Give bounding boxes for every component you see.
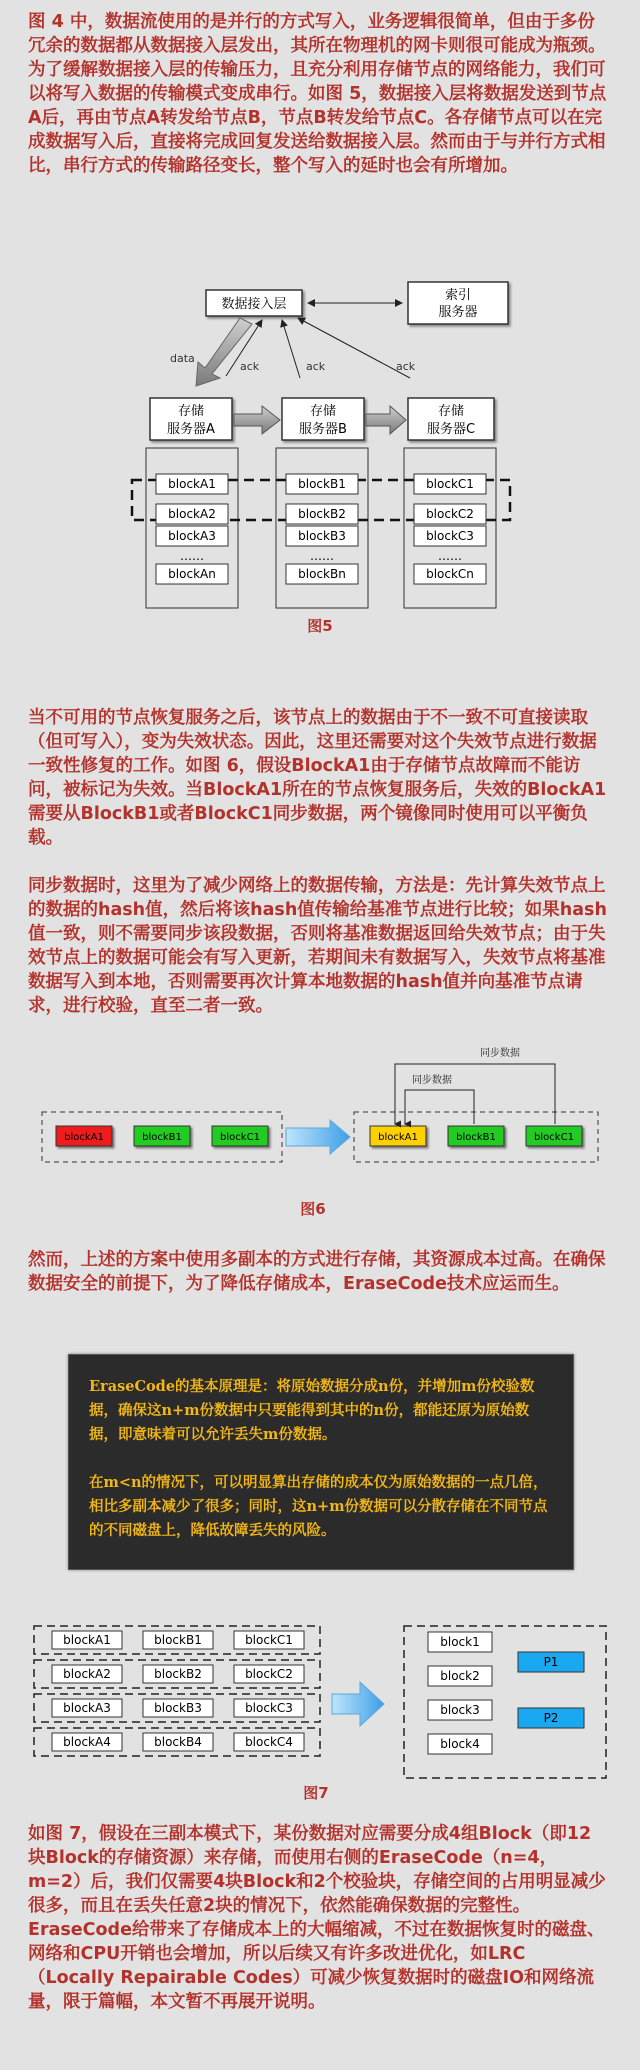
figure-7-caption: 图7 <box>303 1784 329 1802</box>
fig5-block-0-3 <box>180 549 204 563</box>
fig7-block-label: blockA3 <box>63 1701 111 1715</box>
fig7-block-label: blockB3 <box>154 1701 202 1715</box>
conversion-arrow <box>332 1682 384 1726</box>
fig5-block-2-2 <box>414 526 486 546</box>
fig6-right-block-0 <box>370 1126 426 1146</box>
fig6-right-block-1 <box>448 1126 504 1146</box>
fig6-block-label: blockB1 <box>142 1132 182 1143</box>
fig5-block-label: …… <box>180 549 204 563</box>
fig5-block-1-2 <box>286 526 358 546</box>
fig5-block-1-4 <box>286 564 358 584</box>
server-b-label-2: 服务器B <box>299 422 347 437</box>
fig7-replica-row-2 <box>34 1694 320 1722</box>
transition-arrow <box>286 1120 350 1154</box>
fig7-parity-block-1 <box>518 1708 584 1728</box>
ack-label-1: ack <box>240 360 260 373</box>
fig5-block-label: blockB2 <box>298 507 346 521</box>
server-b-label-1: 存储 <box>309 404 337 419</box>
fig5-block-label: blockA1 <box>168 477 216 491</box>
data-label: data <box>170 352 195 365</box>
fig7-data-block-3 <box>428 1734 492 1754</box>
fig7-block-label: blockC1 <box>245 1633 293 1647</box>
fig7-data-block-1 <box>428 1666 492 1686</box>
fig5-block-1-1 <box>286 504 358 524</box>
fig6-block-label: blockA1 <box>378 1132 418 1143</box>
fig5-block-2-4 <box>414 564 486 584</box>
erasecode-principle-text-1: EraseCode的基本原理是：将原始数据分成n份，并增加m份校验数据，确保这n+m份数据中只要能得到其中的n份，都能还原为原始数据，即意味着可以允许丢失m份数据。 <box>89 1378 535 1443</box>
fig7-replica-row-1 <box>34 1660 320 1688</box>
fig7-block-label: blockA4 <box>63 1735 111 1749</box>
fig7-block-label: blockB1 <box>154 1633 202 1647</box>
fig5-block-label: blockAn <box>168 567 216 581</box>
figure-6-caption: 图6 <box>300 1200 326 1218</box>
fig7-replica-row-0 <box>34 1626 320 1654</box>
recovery-paragraph: 当不可用的节点恢复服务之后，该节点上的数据由于不一致不可直接读取（但可写入），变为失效状态。因此，这里还需要对这个失效节点进行数据一致性修复的工作。如图 6，假设BlockA1由于存储节点故障而不能访问，被标记为失效。当BlockA1所在的节点恢复服务后，失效的BlockA1需要从BlockB1或者BlockC1同步数据，两个镜像同时使用可以平衡负载。 <box>28 708 607 848</box>
sync-paragraph: 同步数据时，这里为了减少网络上的数据传输，方法是：先计算失效节点上的数据的hash值，然后将该hash值传输给基准节点进行比较；如果hash值一致，则不需要同步该段数据，否则将基准数据返回给失效节点；由于失效节点上的数据可能会有写入更新，若期间未有数据写入，失效节点将基准数据写入到本地，否则需要再次计算本地数据的hash值并向基准节点请求，进行校验，直至二者一致。 <box>28 876 607 1016</box>
fig5-block-0-2 <box>156 526 228 546</box>
fig6-block-label: blockA1 <box>64 1132 104 1143</box>
fig6-right-block-2 <box>526 1126 582 1146</box>
erasecode-principle-box <box>68 1354 574 1570</box>
figure-5-serial-write-diagram <box>0 270 640 640</box>
sync-label-inner: 同步数据 <box>412 1075 452 1086</box>
fig5-block-1-0 <box>286 474 358 494</box>
fig6-block-label: blockC1 <box>534 1132 574 1143</box>
fig7-block-label: blockB4 <box>154 1735 202 1749</box>
fig6-block-label: blockB1 <box>456 1132 496 1143</box>
fig5-block-label: …… <box>310 549 334 563</box>
fig7-parity-block-0 <box>518 1652 584 1672</box>
erasecode-intro-paragraph: 然而，上述的方案中使用多副本的方式进行存储，其资源成本过高。在确保数据安全的前提下，为了降低存储成本，EraseCode技术应运而生。 <box>28 1250 606 1294</box>
fig5-block-1-3 <box>310 549 334 563</box>
fig7-block-label: block2 <box>440 1669 480 1683</box>
server-c-label-2: 服务器C <box>426 422 476 437</box>
fig5-block-label: blockC1 <box>426 477 474 491</box>
figure-5-caption: 图5 <box>307 617 333 635</box>
fig5-block-label: blockB1 <box>298 477 346 491</box>
fig5-block-2-1 <box>414 504 486 524</box>
fig5-block-2-3 <box>438 549 462 563</box>
fig5-block-0-4 <box>156 564 228 584</box>
fig7-parity-label: P2 <box>543 1711 559 1725</box>
figure-7-erasecode-diagram <box>0 1612 640 1812</box>
fig7-block-label: blockA1 <box>63 1633 111 1647</box>
fig7-data-block-0 <box>428 1632 492 1652</box>
fig5-block-label: blockB3 <box>298 529 346 543</box>
fig5-block-label: blockC3 <box>426 529 474 543</box>
ack-label-2: ack <box>306 360 326 373</box>
fig6-left-block-1 <box>134 1126 190 1146</box>
ack-label-3: ack <box>396 360 416 373</box>
fig5-block-label: …… <box>438 549 462 563</box>
index-server-label-1: 索引 <box>444 288 472 303</box>
sync-label-outer: 同步数据 <box>480 1048 520 1059</box>
index-server-label-2: 服务器 <box>438 305 478 320</box>
fig5-block-0-0 <box>156 474 228 494</box>
access-layer-label: 数据接入层 <box>221 297 287 312</box>
server-a-label-2: 服务器A <box>167 422 215 437</box>
fig6-left-block-0 <box>56 1126 112 1146</box>
server-c-label-1: 存储 <box>437 404 465 419</box>
fig7-block-label: blockA2 <box>63 1667 111 1681</box>
fig5-block-0-1 <box>156 504 228 524</box>
fig7-data-block-2 <box>428 1700 492 1720</box>
fig5-block-label: blockC2 <box>426 507 474 521</box>
fig6-left-block-2 <box>212 1126 268 1146</box>
fig7-block-label: block3 <box>440 1703 480 1717</box>
storage-server-a <box>150 398 232 440</box>
fig5-block-label: blockBn <box>298 567 346 581</box>
fig6-block-label: blockC1 <box>220 1132 260 1143</box>
fig5-block-label: blockA3 <box>168 529 216 543</box>
fig7-block-label: blockC3 <box>245 1701 293 1715</box>
erasecode-principle-text-2: 在m<n的情况下，可以明显算出存储的成本仅为原始数据的一点几倍，相比多副本减少了很多；同时，这n+m份数据可以分散存储在不同节点的不同磁盘上，降低故障丢失的风险。 <box>89 1474 548 1539</box>
fig7-parity-label: P1 <box>543 1655 559 1669</box>
figure-6-sync-diagram <box>0 1040 640 1230</box>
server-a-label-1: 存储 <box>177 404 205 419</box>
fig7-block-label: block4 <box>440 1737 480 1751</box>
fig7-block-label: blockB2 <box>154 1667 202 1681</box>
fig7-replica-row-3 <box>34 1728 320 1756</box>
intro-paragraph: 图 4 中，数据流使用的是并行的方式写入，业务逻辑很简单，但由于多份冗余的数据都从数据接入层发出，其所在物理机的网卡则很可能成为瓶颈。为了缓解数据接入层的传输压力，且充分利用存储节点的网络能力，我们可以将写入数据的传输模式变成串行。如图 5，数据接入层将数据发送到节点A后，再由节点A转发给节点B，节点B转发给节点C。各存储节点可以在完成数据写入后，直接将完成回复发送给数据接入层。然而由于与并行方式相比，串行方式的传输路径变长，整个写入的延时也会有所增加。 <box>28 12 607 176</box>
fig7-block-label: blockC4 <box>245 1735 293 1749</box>
fig7-block-label: block1 <box>440 1635 480 1649</box>
fig5-block-label: blockCn <box>426 567 474 581</box>
fig7-block-label: blockC2 <box>245 1667 293 1681</box>
storage-server-b <box>282 398 364 440</box>
storage-server-c <box>408 398 494 440</box>
erasecode-detail-paragraph: 如图 7，假设在三副本模式下，某份数据对应需要分成4组Block（即12块Block的存储资源）来存储，而使用右侧的EraseCode（n=4，m=2）后，我们仅需要4块Block和2个校验块，存储空间的占用明显减少很多，而且在丢失任意2块的情况下，依然能确保数据的完整性。EraseCode给带来了存储成本上的大幅缩减，不过在数据恢复时的磁盘、网络和CPU开销也会增加，所以后续又有许多改进优化，如LRC（Locally Repairable Codes）可减少恢复数据时的磁盘IO和网络流量，限于篇幅，本文暂不再展开说明。 <box>28 1824 606 2012</box>
fig5-block-label: blockA2 <box>168 507 216 521</box>
fig5-block-2-0 <box>414 474 486 494</box>
